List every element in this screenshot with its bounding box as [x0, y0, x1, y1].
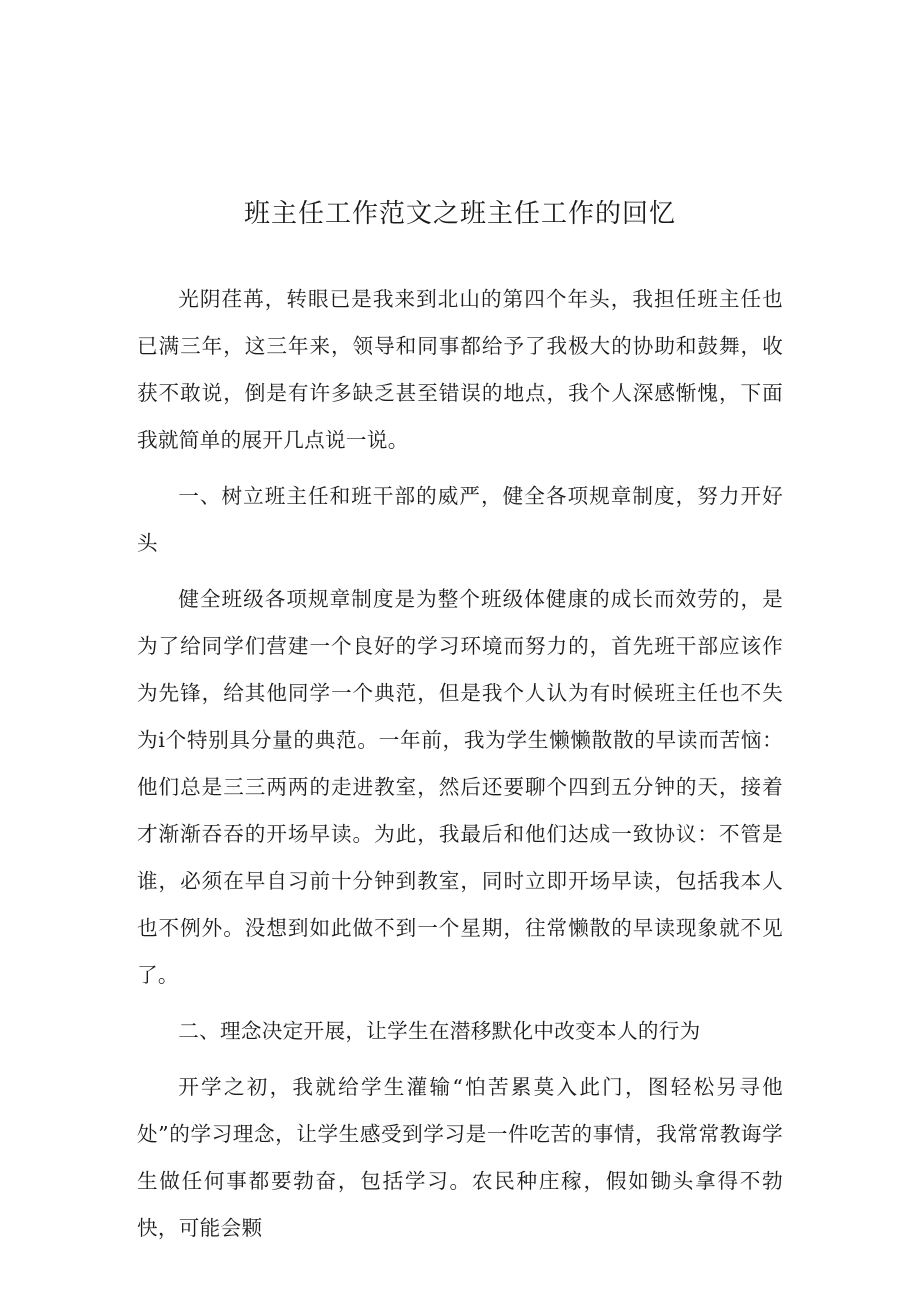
- document-body: [137, 276, 783, 1261]
- intro-paragraph: 光阴荏苒，转眼已是我来到北山的第四个年头，我担任班主任也已满三年，这三年来，领导和同事都给予了我极大的协助和鼓舞，收获不敢说，倒是有许多缺乏甚至错误的地点，我个人深感惭愧，下面我就简单的展开几点说一说。: [137, 287, 783, 452]
- document-title: 班主任工作范文之班主任工作的回忆: [243, 199, 676, 229]
- section-2-paragraph: 开学之初，我就给学生灌输“怕苦累莫入此门，图轻松另寻他处”的学习理念，让学生感受到学习是一件吃苦的事情，我常常教诲学生做任何事都要勃奋，包括学习。农民种庄稼，假如锄头拿得不勃快，可能会颗: [137, 1075, 783, 1240]
- section-heading-1: 一、树立班主任和班干部的威严，健全各项规章制度，努力开好头: [137, 484, 783, 555]
- section-1-paragraph: 健全班级各项规章制度是为整个班级体健康的成长而效劳的，是为了给同学们营建一个良好的学习环境而努力的，首先班干部应该作为先锋，给其他同学一个典范，但是我个人认为有时候班主任也不失为i个特别具分量的典范。一年前，我为学生懒懒散散的早读而苦恼：他们总是三三两两的走进教室，然后还要聊个四到五分钟的天，接着才渐渐吞吞的开场早读。为此，我最后和他们达成一致协议：不管是谁，必须在早自习前十分钟到教室，同时立即开场早读，包括我本人也不例外。没想到如此做不到一个星期，往常懒散的早读现象就不见了。: [137, 587, 783, 987]
- section-heading-2: 二、理念决定开展，让学生在潜移默化中改变本人的行为: [178, 1019, 701, 1043]
